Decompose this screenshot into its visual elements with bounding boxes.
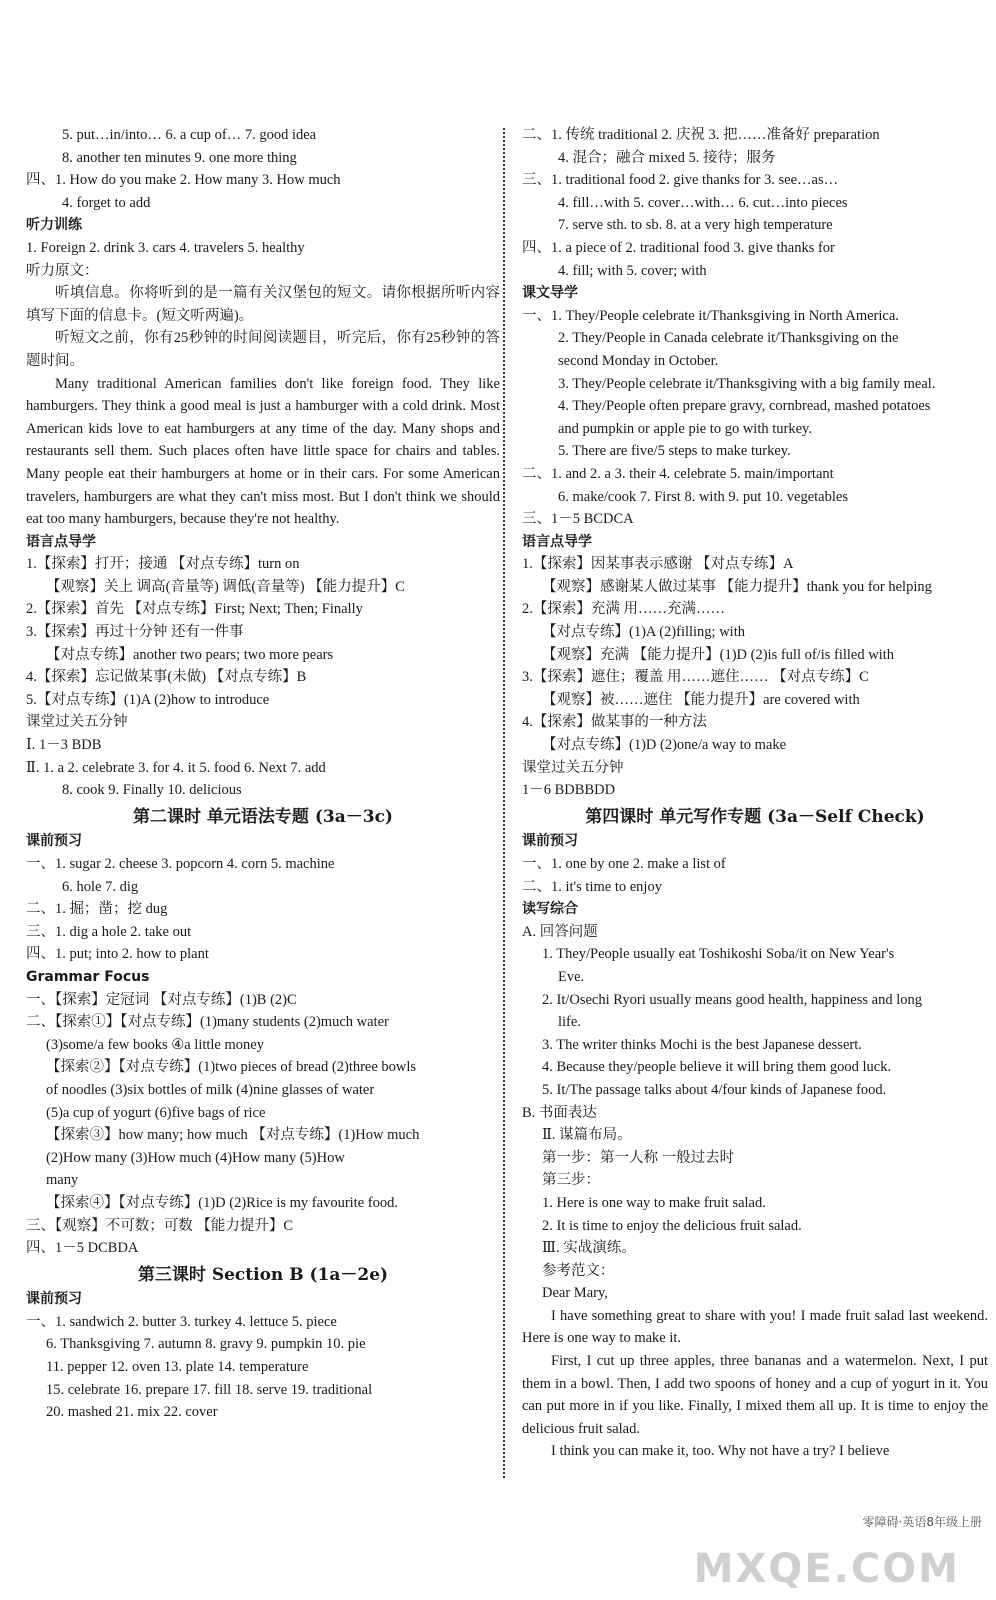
text-line: 二、1. and 2. a 3. their 4. celebrate 5. main/important [522, 465, 834, 482]
text-line: 三、1. dig a hole 2. take out [26, 923, 192, 940]
text-line: 【探索④】【对点专练】(1)D (2)Rice is my favourite food. [46, 1194, 398, 1211]
left-column [26, 124, 500, 1424]
section-heading: 读写综合 [522, 901, 578, 918]
text-line: 【探索③】how many; how much 【对点专练】(1)How much [46, 1127, 420, 1144]
text-line: 一、【探索】定冠词 【对点专练】(1)B (2)C [26, 991, 297, 1008]
text-line: Ⅲ. 实战演练。 [542, 1240, 636, 1257]
text-line: 11. pepper 12. oven 13. plate 14. temperature [46, 1359, 309, 1376]
lesson-title: 第三课时 Section B (1a－2e) [137, 1264, 389, 1285]
text-line: 【观察】充满 【能力提升】(1)D (2)is full of/is filled with [542, 646, 894, 663]
text-line: Ⅰ. 1－3 BDB [26, 737, 102, 754]
text-paragraph: 听填信息。你将听到的是一篇有关汉堡包的短文。请你根据所听内容填写下面的信息卡。(短文听两遍)。 [26, 285, 500, 324]
text-line: second Monday in October. [558, 352, 719, 369]
text-line: 3.【探索】再过十分钟 还有一件事 [26, 624, 244, 641]
text-line: B. 书面表达 [522, 1104, 597, 1121]
text-line: 听力原文： [26, 262, 99, 279]
text-line: 【对点专练】(1)A (2)filling; with [542, 624, 745, 641]
text-line: 一、1. They/People celebrate it/Thanksgiving in North America. [522, 307, 899, 324]
lesson-title: 第二课时 单元语法专题 (3a－3c) [133, 806, 393, 827]
text-line: 【观察】关上 调高(音量等) 调低(音量等) 【能力提升】C [46, 578, 405, 595]
text-line: 1. Here is one way to make fruit salad. [542, 1194, 766, 1211]
text-line: 2. It/Osechi Ryori usually means good health, happiness and long [542, 991, 922, 1008]
text-line: 四、1. put; into 2. how to plant [26, 946, 209, 963]
text-line: 2.【探索】首先 【对点专练】First; Next; Then; Finally [26, 601, 363, 618]
text-line: (5)a cup of yogurt (6)five bags of rice [46, 1104, 266, 1121]
text-line: 6. hole 7. dig [62, 878, 139, 895]
text-line: 4. 混合；融合 mixed 5. 接待；服务 [558, 149, 776, 166]
text-line: 2. They/People in Canada celebrate it/Thanksgiving on the [558, 330, 899, 347]
text-line: 4. They/People often prepare gravy, cornbread, mashed potatoes [558, 398, 931, 415]
column-divider [503, 128, 505, 1478]
text-line: Dear Mary, [542, 1285, 608, 1302]
section-heading: 课前预习 [522, 833, 578, 850]
text-line: Ⅱ. 谋篇布局。 [542, 1127, 632, 1144]
text-line: 6. make/cook 7. First 8. with 9. put 10. vegetables [558, 488, 848, 505]
text-line: 三、【观察】不可数；可数 【能力提升】C [26, 1217, 294, 1234]
text-line: 2. It is time to enjoy the delicious fruit salad. [542, 1217, 802, 1234]
section-heading: 课前预习 [26, 1291, 82, 1308]
text-line: 4. fill…with 5. cover…with… 6. cut…into pieces [558, 194, 848, 211]
text-line: 二、1. it's time to enjoy [522, 878, 662, 895]
text-line: 一、1. sugar 2. cheese 3. popcorn 4. corn 5. machine [26, 856, 335, 872]
text-line: and pumpkin or apple pie to go with turkey. [558, 420, 812, 437]
text-line: 1. Foreign 2. drink 3. cars 4. travelers 5. healthy [26, 239, 305, 256]
text-line: 【观察】被……遮住 【能力提升】are covered with [542, 691, 860, 708]
text-line: 4. fill; with 5. cover; with [558, 262, 707, 279]
text-line: 15. celebrate 16. prepare 17. fill 18. serve 19. traditional [46, 1381, 373, 1398]
lesson-title: 第四课时 单元写作专题 (3a－Self Check) [585, 806, 925, 827]
section-heading: 语言点导学 [26, 533, 96, 550]
text-line: 第一步：第一人称 一般过去时 [542, 1149, 735, 1166]
text-line: of noodles (3)six bottles of milk (4)nine glasses of water [46, 1081, 375, 1098]
text-paragraph: First, I cut up three apples, three bananas and a watermelon. Next, I put them in a bowl. Then, I add two spoons of honey and a cup of yogurt in it. You can put more in if you like. Finally, I mixed them all up. It is time to enjoy the delicious fruit salad. [522, 1353, 988, 1437]
text-line: 二、1. 掘；凿；挖 dug [26, 901, 168, 918]
text-paragraph: 听短文之前，你有25秒钟的时间阅读题目，听完后，你有25秒钟的答题时间。 [26, 330, 500, 369]
section-heading: 课文导学 [522, 285, 578, 302]
text-line: 8. cook 9. Finally 10. delicious [62, 782, 242, 799]
text-line: 1.【探索】因某事表示感谢 【对点专练】A [522, 556, 794, 573]
text-line: 二、1. 传统 traditional 2. 庆祝 3. 把……准备好 preparation [522, 127, 880, 143]
section-heading: 听力训练 [26, 217, 82, 234]
text-line: 8. another ten minutes 9. one more thing [62, 149, 297, 166]
text-line: (2)How many (3)How much (4)How many (5)How [46, 1149, 345, 1166]
text-line: 参考范文： [542, 1262, 615, 1279]
text-line: 3. The writer thinks Mochi is the best Japanese dessert. [542, 1036, 862, 1053]
text-line: 三、1－5 BCDCA [522, 511, 634, 528]
section-heading: 语言点导学 [522, 533, 592, 550]
text-line: Eve. [558, 968, 585, 985]
text-line: 1－6 BDBBDD [522, 782, 616, 799]
text-line: 【对点专练】(1)D (2)one/a way to make [542, 737, 787, 754]
text-line: 【观察】感谢某人做过某事 【能力提升】thank you for helping [542, 578, 932, 595]
text-line: 7. serve sth. to sb. 8. at a very high temperature [558, 217, 833, 234]
text-line: 4.【探索】忘记做某事(未做) 【对点专练】B [26, 669, 307, 686]
text-line: 4. Because they/people believe it will bring them good luck. [542, 1059, 892, 1076]
text-line: 3.【探索】遮住；覆盖 用……遮住…… 【对点专练】C [522, 669, 869, 686]
text-line: 四、1－5 DCBDA [26, 1240, 139, 1257]
text-paragraph: Many traditional American families don't like foreign food. They like hamburgers. They think a good meal is just a hamburger with a cold drink. Most American kids love to eat hamburgers at any time of the day. Many shops and restaurants sell them. Such places often have little space for chairs and tables. Many people eat their hamburgers at home or in their cars. For some American travelers, hamburgers are what they can't miss most. But I don't think we should eat too many hamburgers, because they're not healthy. [26, 375, 500, 528]
right-column [522, 124, 988, 1463]
page-top-margin [0, 0, 996, 110]
text-line: 三、1. traditional food 2. give thanks for 3. see…as… [522, 172, 839, 189]
text-line: 2.【探索】充满 用……充满…… [522, 601, 725, 618]
text-line: 【探索②】【对点专练】(1)two pieces of bread (2)three bowls [46, 1059, 417, 1076]
section-heading: Grammar Focus [26, 968, 150, 985]
text-line: 5. It/The passage talks about 4/four kinds of Japanese food. [542, 1081, 887, 1098]
text-line: 四、1. a piece of 2. traditional food 3. give thanks for [522, 239, 835, 256]
text-line: 5. put…in/into… 6. a cup of… 7. good idea [62, 127, 317, 143]
text-line: (3)some/a few books ④a little money [46, 1036, 264, 1053]
watermark-logo: MXQE.COM [693, 1546, 960, 1592]
text-line: life. [558, 1014, 581, 1031]
text-line: 二、【探索①】【对点专练】(1)many students (2)much water [26, 1014, 389, 1031]
text-line: 第三步： [542, 1172, 600, 1189]
text-line: 一、1. one by one 2. make a list of [522, 856, 726, 872]
text-line: 5. There are five/5 steps to make turkey. [558, 443, 791, 460]
text-line: 课堂过关五分钟 [522, 759, 624, 776]
text-paragraph: I think you can make it, too. Why not have a try? I believe [551, 1443, 890, 1460]
text-line: 3. They/People celebrate it/Thanksgiving with a big family meal. [558, 375, 936, 392]
page-footer: 零障碍·英语8年级上册 [862, 1515, 982, 1529]
text-line: 课堂过关五分钟 [26, 714, 128, 731]
text-line: 4. forget to add [62, 194, 151, 211]
text-line: 4.【探索】做某事的一种方法 [522, 714, 707, 731]
text-line: A. 回答问题 [522, 923, 598, 940]
text-line: 6. Thanksgiving 7. autumn 8. gravy 9. pumpkin 10. pie [46, 1336, 366, 1353]
section-heading: 课前预习 [26, 833, 82, 850]
text-line: 一、1. sandwich 2. butter 3. turkey 4. lettuce 5. piece [26, 1313, 337, 1330]
text-line: 5.【对点专练】(1)A (2)how to introduce [26, 691, 270, 708]
text-line: many [46, 1172, 79, 1189]
text-paragraph: I have something great to share with you! I made fruit salad last weekend. Here is one way to make it. [522, 1307, 988, 1347]
text-line: 1.【探索】打开；接通 【对点专练】turn on [26, 556, 300, 573]
text-line: Ⅱ. 1. a 2. celebrate 3. for 4. it 5. food 6. Next 7. add [26, 759, 326, 776]
text-line: 四、1. How do you make 2. How many 3. How much [26, 172, 341, 189]
text-line: 1. They/People usually eat Toshikoshi Soba/it on New Year's [542, 946, 895, 963]
text-line: 【对点专练】another two pears; two more pears [46, 646, 334, 663]
text-line: 20. mashed 21. mix 22. cover [46, 1404, 218, 1421]
